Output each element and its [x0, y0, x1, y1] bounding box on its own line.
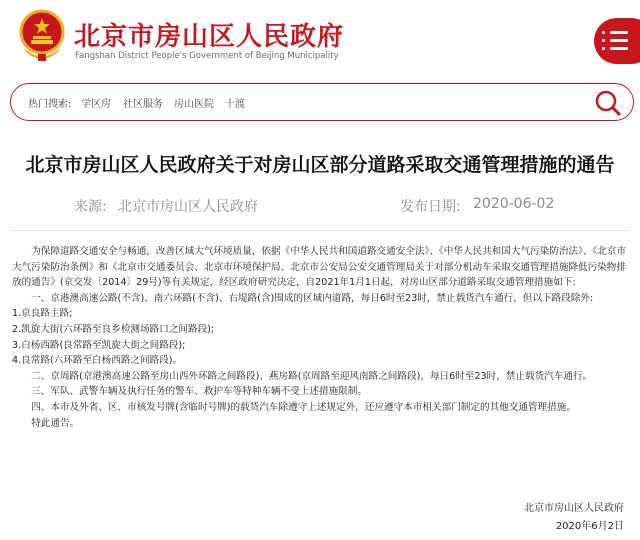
signature-org: 北京市房山区人民政府 [524, 503, 624, 514]
list-line-icon [610, 39, 628, 42]
article-title: 北京市房山区人民政府关于对房山区部分道路采取交通管理措施的通告 [25, 154, 615, 176]
menu-button[interactable] [594, 18, 640, 64]
paragraph: 4.良常路(六环路至白杨西路之间路段)。 [12, 355, 183, 367]
hot-search-link[interactable]: 十渡 [225, 99, 245, 110]
signature-date: 2020年6月2日 [555, 521, 624, 532]
search-bar[interactable] [10, 83, 634, 121]
source-value: 北京市房山区人民政府 [118, 199, 258, 215]
list-line-icon [610, 47, 628, 50]
site-title[interactable]: 北京市房山区人民政府 [74, 22, 345, 52]
hot-search-link[interactable]: 学区房 [81, 99, 111, 110]
search-icon[interactable] [593, 88, 623, 118]
paragraph: 二、京周路(京港澳高速公路至房山西外环路之间路段)、燕房路(京周路至迎风南路之间路段)，每日6时至23时，禁止载货汽车通行。 [31, 370, 593, 382]
list-bullet-icon [602, 39, 605, 42]
hot-search-label: 热门搜索: [28, 99, 72, 110]
paragraph: 3.白杨西路(良常路至凯旋大街之间路段); [12, 339, 186, 351]
paragraph: 一、京港澳高速公路(不含)、南六环路(不含)、右堤路(含)围成的区域内道路，每日6时至23时，禁止载货汽车通行，但以下路段除外: [31, 292, 594, 304]
hot-search-link[interactable]: 房山医院 [174, 99, 214, 110]
publish-date-value: 2020-06-02 [473, 196, 555, 212]
paragraph: 三、军队、武警车辆及执行任务的警车、救护车等特种车辆不受上述措施限制。 [31, 386, 367, 398]
list-line-icon [610, 31, 628, 34]
article-body [12, 244, 626, 431]
site-subtitle: Fangshan District People's Government of Beijing Municipality [75, 51, 339, 61]
site-header [0, 0, 640, 80]
publish-date-label: 发布日期: [400, 199, 461, 215]
list-bullet-icon [602, 31, 605, 34]
paragraph: 为保障道路交通安全与畅通，改善区域大气环境质量，依据《中华人民共和国道路交通安全法》、《中华人民共和国大气污染防治法》、《北京市大气污染防治条例》和《北京市交通委员会、北京市环境保护局、北京市公安局公安交通管理局关于对部分机动车采取交通管理措施降低污染物排放的通告》(京交发〔2014〕29号)等有关规定，经区政府研究决定，自2021年1月1日起，对房山区部分道路采取交通管理措施如下: [12, 246, 626, 289]
paragraph: 四、本市及外省、区、市核发号牌(含临时号牌)的载货汽车除遵守上述规定外，还应遵守本市相关部门制定的其他交通管理措施。 [31, 401, 576, 413]
hot-search-link[interactable]: 社区服务 [123, 99, 163, 110]
source-label: 来源: [74, 199, 107, 215]
paragraph: 1.京良路主路; [12, 308, 73, 320]
national-emblem-icon[interactable] [18, 8, 66, 64]
paragraph: 特此通告。 [31, 417, 80, 429]
list-bullet-icon [602, 47, 605, 50]
divider [10, 230, 630, 231]
paragraph: 2.凯旋大街(六环路至良乡检测场路口之间路段); [12, 323, 215, 335]
